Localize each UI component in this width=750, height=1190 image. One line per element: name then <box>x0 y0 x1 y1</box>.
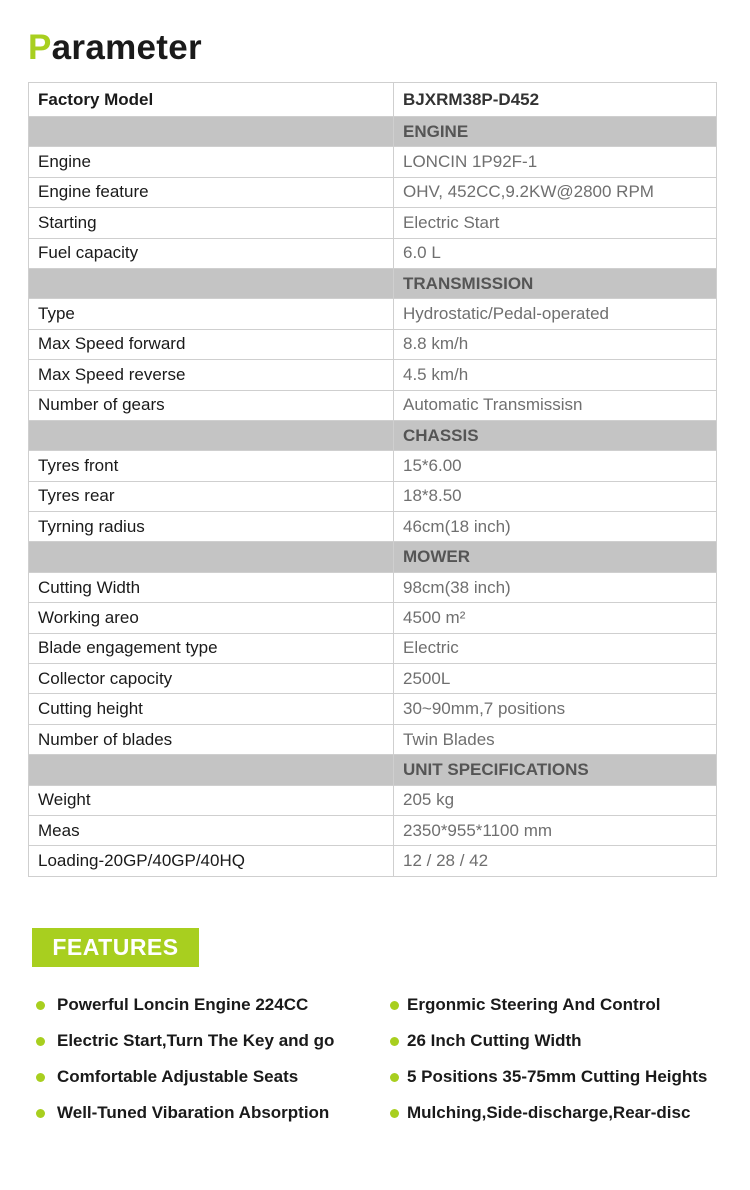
section-blank-cell <box>29 420 394 450</box>
spec-label: Tyres front <box>29 451 394 481</box>
spec-label: Weight <box>29 785 394 815</box>
section-blank-cell <box>29 268 394 298</box>
page-title <box>28 28 202 68</box>
title-text: arameter <box>51 28 202 67</box>
spec-label: Number of blades <box>29 724 394 754</box>
table-row <box>29 572 717 602</box>
section-blank-cell <box>29 542 394 572</box>
spec-value: 12 / 28 / 42 <box>394 846 717 876</box>
spec-label: Max Speed forward <box>29 329 394 359</box>
spec-value: 98cm(38 inch) <box>394 572 717 602</box>
table-row <box>29 177 717 207</box>
table-row <box>29 390 717 420</box>
spec-label: Max Speed reverse <box>29 360 394 390</box>
section-header-row <box>29 542 717 572</box>
spec-value: 2350*955*1100 mm <box>394 815 717 845</box>
factory-model-value: BJXRM38P-D452 <box>394 83 717 117</box>
factory-model-label: Factory Model <box>29 83 394 117</box>
section-title: UNIT SPECIFICATIONS <box>394 755 717 785</box>
table-row <box>29 360 717 390</box>
bullet-dot-icon <box>36 1001 45 1010</box>
section-blank-cell <box>29 755 394 785</box>
table-row <box>29 846 717 876</box>
table-header-row <box>29 83 717 117</box>
spec-value: 4.5 km/h <box>394 360 717 390</box>
bullet-dot-icon <box>390 1109 399 1118</box>
spec-value: Automatic Transmissisn <box>394 390 717 420</box>
table-row <box>29 512 717 542</box>
feature-item <box>390 1030 707 1052</box>
feature-text: 26 Inch Cutting Width <box>407 1031 582 1050</box>
feature-text: 5 Positions 35-75mm Cutting Heights <box>407 1067 708 1086</box>
spec-label: Starting <box>29 208 394 238</box>
section-title: CHASSIS <box>394 420 717 450</box>
table-row <box>29 299 717 329</box>
spec-label: Number of gears <box>29 390 394 420</box>
table-row <box>29 329 717 359</box>
spec-value: 8.8 km/h <box>394 329 717 359</box>
feature-text: Ergonmic Steering And Control <box>407 995 661 1014</box>
bullet-dot-icon <box>390 1073 399 1082</box>
spec-label: Working areo <box>29 603 394 633</box>
spec-label: Tyrning radius <box>29 512 394 542</box>
feature-item <box>390 1066 707 1088</box>
spec-label: Loading-20GP/40GP/40HQ <box>29 846 394 876</box>
spec-value: 205 kg <box>394 785 717 815</box>
spec-label: Fuel capacity <box>29 238 394 268</box>
spec-value: Electric Start <box>394 208 717 238</box>
features-right-column <box>390 994 707 1124</box>
feature-text: Well-Tuned Vibaration Absorption <box>57 1103 330 1122</box>
section-title: ENGINE <box>394 117 717 147</box>
feature-item <box>390 1102 707 1124</box>
features-left-column <box>36 994 334 1124</box>
table-row <box>29 208 717 238</box>
table-row <box>29 785 717 815</box>
spec-value: Electric <box>394 633 717 663</box>
section-title: MOWER <box>394 542 717 572</box>
spec-label: Meas <box>29 815 394 845</box>
feature-text: Mulching,Side-discharge,Rear-disc <box>407 1103 691 1122</box>
feature-item <box>36 1102 334 1124</box>
spec-value: Twin Blades <box>394 724 717 754</box>
section-blank-cell <box>29 117 394 147</box>
feature-item <box>36 994 334 1016</box>
feature-item <box>36 1066 334 1088</box>
section-header-row <box>29 420 717 450</box>
table-row <box>29 694 717 724</box>
spec-value: OHV, 452CC,9.2KW@2800 RPM <box>394 177 717 207</box>
spec-label: Type <box>29 299 394 329</box>
section-header-row <box>29 268 717 298</box>
table-row <box>29 664 717 694</box>
spec-value: 2500L <box>394 664 717 694</box>
spec-value: LONCIN 1P92F-1 <box>394 147 717 177</box>
table-row <box>29 481 717 511</box>
spec-value: 46cm(18 inch) <box>394 512 717 542</box>
spec-label: Cutting Width <box>29 572 394 602</box>
spec-label: Blade engagement type <box>29 633 394 663</box>
bullet-dot-icon <box>390 1001 399 1010</box>
feature-text: Comfortable Adjustable Seats <box>57 1067 299 1086</box>
bullet-dot-icon <box>390 1037 399 1046</box>
table-row <box>29 603 717 633</box>
spec-value: 15*6.00 <box>394 451 717 481</box>
table-row <box>29 815 717 845</box>
bullet-dot-icon <box>36 1037 45 1046</box>
title-accent-letter: P <box>28 28 52 67</box>
table-row <box>29 724 717 754</box>
spec-value: Hydrostatic/Pedal-operated <box>394 299 717 329</box>
feature-text: Electric Start,Turn The Key and go <box>57 1031 335 1050</box>
feature-text: Powerful Loncin Engine 224CC <box>57 995 309 1014</box>
section-title: TRANSMISSION <box>394 268 717 298</box>
section-header-row <box>29 755 717 785</box>
spec-value: 18*8.50 <box>394 481 717 511</box>
table-row <box>29 147 717 177</box>
spec-label: Tyres rear <box>29 481 394 511</box>
spec-label: Cutting height <box>29 694 394 724</box>
section-header-row <box>29 117 717 147</box>
spec-value: 30~90mm,7 positions <box>394 694 717 724</box>
features-banner: FEATURES <box>32 928 199 967</box>
spec-label: Engine <box>29 147 394 177</box>
table-row <box>29 238 717 268</box>
parameter-table <box>28 82 717 877</box>
spec-value: 4500 m² <box>394 603 717 633</box>
bullet-dot-icon <box>36 1073 45 1082</box>
spec-label: Engine feature <box>29 177 394 207</box>
feature-item <box>36 1030 334 1052</box>
spec-value: 6.0 L <box>394 238 717 268</box>
table-row <box>29 633 717 663</box>
bullet-dot-icon <box>36 1109 45 1118</box>
feature-item <box>390 994 707 1016</box>
spec-label: Collector capocity <box>29 664 394 694</box>
table-row <box>29 451 717 481</box>
